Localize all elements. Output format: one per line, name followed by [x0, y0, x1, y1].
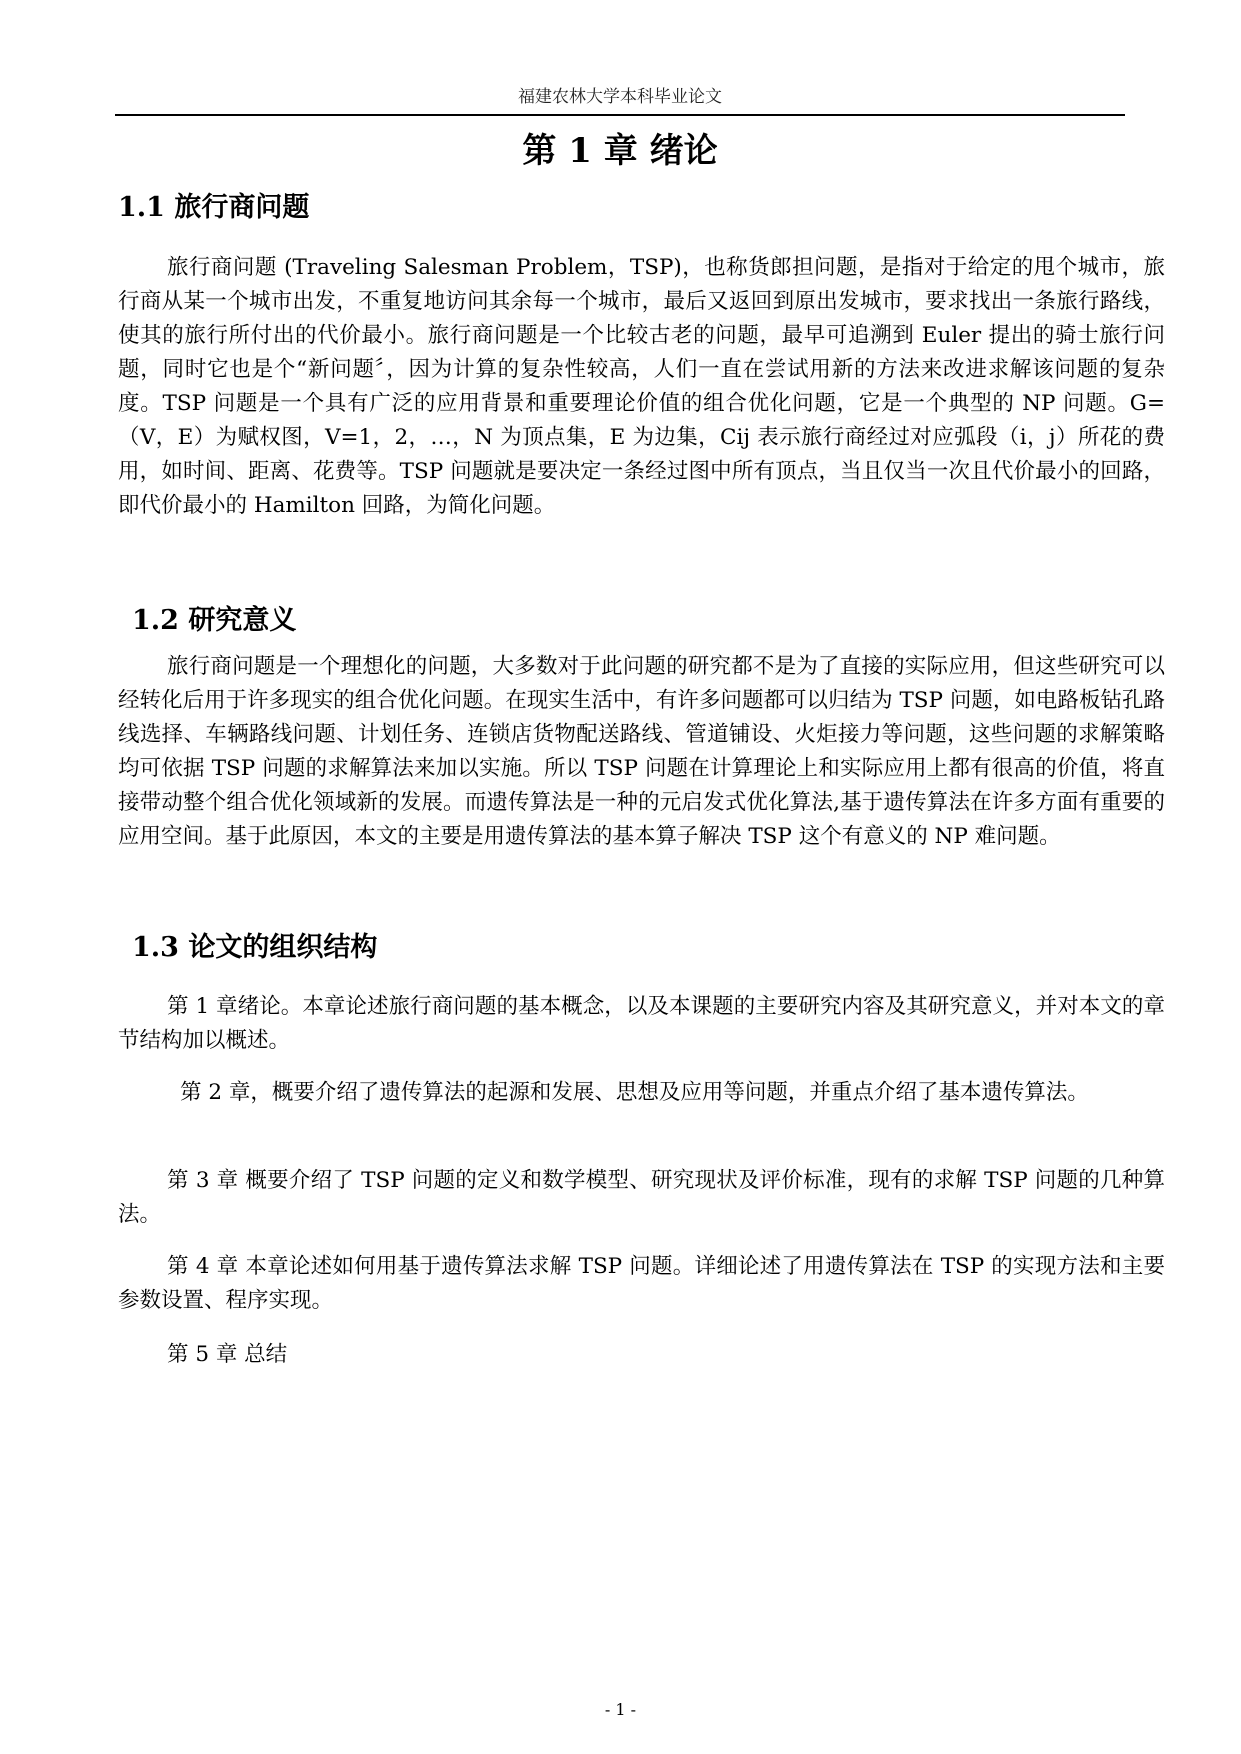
paragraph-chapter-5: 第 5 章 总结 [167, 1342, 288, 1367]
page-number: - 1 - [604, 1700, 637, 1719]
section-heading-1-3: 1.3 论文的组织结构 [132, 932, 378, 963]
header-rule [115, 114, 1125, 116]
paragraph-tsp-definition: 旅行商问题 (Traveling Salesman Problem，TSP)，也称货郎担问题，是指对于给定的甩个城市，旅行商从某一个城市出发，不重复地访问其余每一个城市，最后又返回到原出发城市，要求找出一条旅行路线，使其的旅行所付出的代价最小。旅行商问题是一个比较古老的问题，最早可追溯到 Euler 提出的骑士旅行问题，同时它也是个“新问题〞，因为计算的复杂性较高，人们一直在尝试用新的方法来改进求解该问题的复杂度。TSP 问题是一个具有广泛的应用背景和重要理论价值的组合优化问题，它是一个典型的 NP 问题。G=（V，E）为赋权图，V=1，2，…，N 为顶点集，E 为边集，Cij 表示旅行商经过对应弧段（i，j）所花的费用，如时间、距离、花费等。TSP 问题就是要决定一条经过图中所有顶点，当且仅当一次且代价最小的回路，即代价最小的 Hamilton 回路，为简化问题。 [118, 255, 1165, 518]
paragraph-chapter-4: 第 4 章 本章论述如何用基于遗传算法求解 TSP 问题。详细论述了用遗传算法在 TSP 的实现方法和主要参数设置、程序实现。 [118, 1254, 1165, 1313]
running-header: 福建农林大学本科毕业论文 [518, 87, 722, 107]
chapter-title: 第 1 章 绪论 [522, 131, 718, 171]
paragraph-chapter-2: 第 2 章，概要介绍了遗传算法的起源和发展、思想及应用等问题，并重点介绍了基本遗传算法。 [180, 1080, 1089, 1105]
paragraph-chapter-1: 第 1 章绪论。本章论述旅行商问题的基本概念，以及本课题的主要研究内容及其研究意义，并对本文的章节结构加以概述。 [118, 994, 1165, 1053]
paragraph-research-significance: 旅行商问题是一个理想化的问题，大多数对于此问题的研究都不是为了直接的实际应用，但这些研究可以经转化后用于许多现实的组合优化问题。在现实生活中，有许多问题都可以归结为 TSP 问题，如电路板钻孔路线选择、车辆路线问题、计划任务、连锁店货物配送路线、管道铺设、火炬接力等问题，这些问题的求解策略均可依据 TSP 问题的求解算法来加以实施。所以 TSP 问题在计算理论上和实际应用上都有很高的价值，将直接带动整个组合优化领域新的发展。而遗传算法是一种的元启发式优化算法,基于遗传算法在许多方面有重要的应用空间。基于此原因，本文的主要是用遗传算法的基本算子解决 TSP 这个有意义的 NP 难问题。 [118, 654, 1165, 849]
section-heading-1-2: 1.2 研究意义 [132, 605, 297, 636]
paragraph-chapter-3: 第 3 章 概要介绍了 TSP 问题的定义和数学模型、研究现状及评价标准，现有的求解 TSP 问题的几种算法。 [118, 1168, 1165, 1227]
section-heading-1-1: 1.1 旅行商问题 [118, 192, 310, 223]
